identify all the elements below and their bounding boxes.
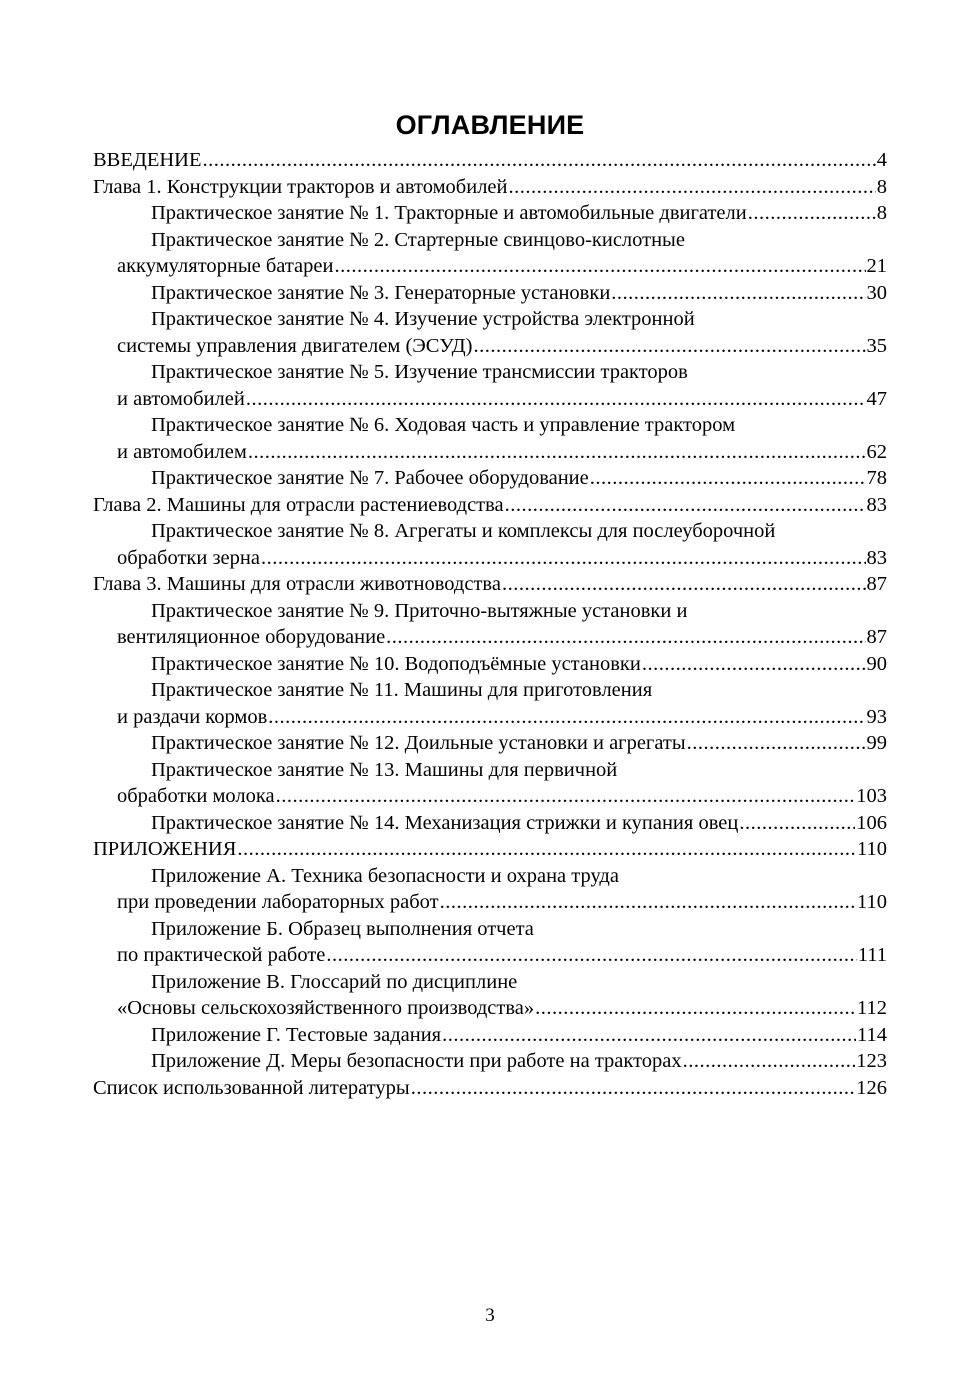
toc-entry-page: 83: [866, 546, 887, 569]
toc-entry[interactable]: [93, 412, 887, 439]
toc-entry-page: 87: [866, 573, 887, 595]
toc-leader-dots: [440, 889, 856, 916]
toc-entry[interactable]: [93, 757, 887, 784]
toc-entry-text: Практическое занятие № 8. Агрегаты и комплексы для послеуборочной: [151, 520, 776, 542]
toc-entry-text: аккумуляторные батареи: [117, 255, 334, 277]
toc-entry[interactable]: [93, 624, 887, 651]
toc-leader-dots: [268, 704, 865, 731]
toc-entry-text: Практическое занятие № 13. Машины для первичной: [151, 758, 618, 781]
toc-entry-text: «Основы сельскохозяйственного производства»: [117, 997, 535, 1019]
toc-entry[interactable]: [93, 704, 887, 731]
toc-entry[interactable]: [93, 200, 887, 227]
toc-entry[interactable]: [93, 571, 887, 598]
toc-entry-text: Практическое занятие № 11. Машины для приготовления: [151, 679, 653, 701]
toc-entry[interactable]: [93, 651, 887, 678]
toc-entry[interactable]: [93, 730, 887, 757]
toc-entry[interactable]: [93, 518, 887, 545]
toc-leader-dots: [203, 147, 876, 174]
toc-entry[interactable]: [93, 969, 887, 996]
toc-entry-text: Практическое занятие № 3. Генераторные установки: [151, 281, 611, 304]
toc-entry-page: 111: [857, 944, 887, 966]
toc-leader-dots: [442, 1022, 856, 1049]
toc-entry[interactable]: [93, 810, 887, 837]
toc-entry[interactable]: [93, 889, 887, 916]
toc-entry-page: 110: [857, 891, 887, 913]
toc-leader-dots: [248, 439, 866, 466]
toc-entry-text: Приложение Г. Тестовые задания: [151, 1023, 442, 1046]
toc-entry-text: Практическое занятие № 4. Изучение устройства электронной: [151, 308, 695, 330]
toc-entry[interactable]: [93, 995, 887, 1022]
toc-leader-dots: [642, 651, 866, 678]
toc-entry[interactable]: [93, 916, 887, 943]
toc-entry-page: 114: [857, 1023, 887, 1046]
toc-entry[interactable]: [93, 677, 887, 704]
toc-entry-page: 8: [876, 202, 887, 224]
toc-leader-dots: [326, 942, 856, 969]
page-number: 3: [485, 1305, 495, 1326]
toc-entry[interactable]: [93, 836, 887, 863]
table-of-contents: [93, 147, 887, 1101]
toc-leader-dots: [237, 836, 856, 863]
toc-entry-text: и раздачи кормов: [117, 705, 268, 728]
toc-entry-page: 83: [866, 493, 887, 516]
toc-entry-text: Практическое занятие № 12. Доильные установки и агрегаты: [151, 732, 686, 754]
toc-leader-dots: [687, 730, 866, 757]
toc-leader-dots: [611, 280, 865, 307]
toc-entry[interactable]: [93, 1075, 887, 1102]
toc-entry-page: 35: [866, 334, 887, 357]
toc-leader-dots: [509, 174, 876, 201]
toc-entry[interactable]: [93, 227, 887, 254]
page-title: ОГЛАВЛЕНИЕ: [395, 110, 585, 141]
toc-leader-dots: [590, 465, 866, 492]
toc-entry[interactable]: [93, 174, 887, 201]
toc-entry[interactable]: [93, 492, 887, 519]
toc-entry-text: Практическое занятие № 5. Изучение трансмиссии тракторов: [151, 361, 688, 383]
toc-entry-page: 30: [866, 281, 887, 304]
toc-entry-page: 93: [866, 705, 887, 728]
toc-entry-text: при проведении лабораторных работ: [117, 891, 439, 913]
toc-entry-text: Практическое занятие № 14. Механизация стрижки и купания овец: [151, 811, 739, 834]
toc-entry[interactable]: [93, 1022, 887, 1049]
toc-entry-text: Глава 1. Конструкции тракторов и автомобилей: [93, 175, 508, 198]
toc-entry[interactable]: [93, 386, 887, 413]
toc-leader-dots: [411, 1075, 856, 1102]
toc-leader-dots: [505, 492, 866, 519]
toc-entry-text: Практическое занятие № 10. Водоподъёмные установки: [151, 652, 641, 675]
toc-entry-page: 8: [876, 175, 887, 198]
toc-entry-text: по практической работе: [117, 944, 326, 966]
toc-leader-dots: [261, 545, 866, 572]
toc-entry-page: 62: [866, 440, 887, 463]
toc-entry[interactable]: [93, 280, 887, 307]
toc-entry-text: Список использованной литературы: [93, 1076, 410, 1099]
toc-leader-dots: [739, 810, 855, 837]
toc-entry[interactable]: [93, 1048, 887, 1075]
toc-leader-dots: [246, 386, 866, 413]
toc-entry[interactable]: [93, 439, 887, 466]
toc-entry-text: Практическое занятие № 1. Тракторные и автомобильные двигатели: [151, 202, 747, 224]
toc-entry-page: 21: [866, 255, 887, 277]
toc-leader-dots: [748, 200, 876, 227]
toc-entry-page: 112: [857, 997, 887, 1019]
toc-entry-page: 4: [876, 149, 887, 171]
toc-leader-dots: [535, 995, 856, 1022]
toc-entry-page: 123: [856, 1050, 887, 1072]
toc-entry-text: вентиляционное оборудование: [117, 626, 386, 648]
toc-entry-page: 110: [857, 838, 887, 860]
toc-entry-page: 106: [856, 811, 887, 834]
toc-entry-text: Глава 2. Машины для отрасли растениеводства: [93, 493, 504, 516]
toc-entry-text: Практическое занятие № 6. Ходовая часть и управление трактором: [151, 414, 736, 436]
toc-leader-dots: [473, 333, 865, 360]
toc-entry-text: ВВЕДЕНИЕ: [93, 149, 202, 171]
toc-entry[interactable]: [93, 147, 887, 174]
toc-entry-text: Глава 3. Машины для отрасли животноводства: [93, 573, 501, 595]
toc-entry-text: Приложение Б. Образец выполнения отчета: [151, 917, 534, 940]
toc-entry-text: Приложение Д. Меры безопасности при работе на тракторах: [151, 1050, 682, 1072]
toc-entry-text: и автомобилем: [117, 440, 247, 463]
toc-leader-dots: [276, 783, 856, 810]
toc-entry[interactable]: [93, 545, 887, 572]
toc-entry-page: 78: [866, 467, 887, 489]
toc-entry[interactable]: [93, 942, 887, 969]
toc-entry[interactable]: [93, 863, 887, 890]
toc-entry-text: обработки зерна: [117, 546, 260, 569]
toc-entry[interactable]: [93, 359, 887, 386]
toc-entry-text: Практическое занятие № 7. Рабочее оборудование: [151, 467, 589, 489]
toc-entry-text: и автомобилей: [117, 387, 245, 410]
toc-entry-text: Практическое занятие № 2. Стартерные свинцово-кислотные: [151, 228, 685, 251]
toc-entry[interactable]: [93, 465, 887, 492]
toc-entry-page: 126: [856, 1076, 887, 1099]
toc-leader-dots: [683, 1048, 856, 1075]
toc-entry-page: 99: [866, 732, 887, 754]
toc-entry-page: 90: [866, 652, 887, 675]
toc-entry-page: 103: [856, 785, 887, 807]
toc-entry-text: Приложение А. Техника безопасности и охрана труда: [151, 864, 619, 887]
toc-entry[interactable]: [93, 598, 887, 625]
toc-entry[interactable]: [93, 253, 887, 280]
toc-leader-dots: [334, 253, 865, 280]
toc-entry[interactable]: [93, 333, 887, 360]
toc-entry[interactable]: [93, 306, 887, 333]
toc-leader-dots: [502, 571, 866, 598]
toc-entry-page: 87: [866, 626, 887, 648]
toc-entry-text: обработки молока: [117, 785, 275, 807]
toc-entry-page: 47: [866, 387, 887, 410]
toc-entry[interactable]: [93, 783, 887, 810]
toc-entry-text: системы управления двигателем (ЭСУД): [117, 334, 473, 357]
toc-entry-text: Практическое занятие № 9. Приточно-вытяжные установки и: [151, 599, 688, 622]
toc-entry-text: Приложение В. Глоссарий по дисциплине: [151, 970, 518, 993]
toc-entry-text: ПРИЛОЖЕНИЯ: [93, 838, 237, 860]
toc-leader-dots: [386, 624, 865, 651]
